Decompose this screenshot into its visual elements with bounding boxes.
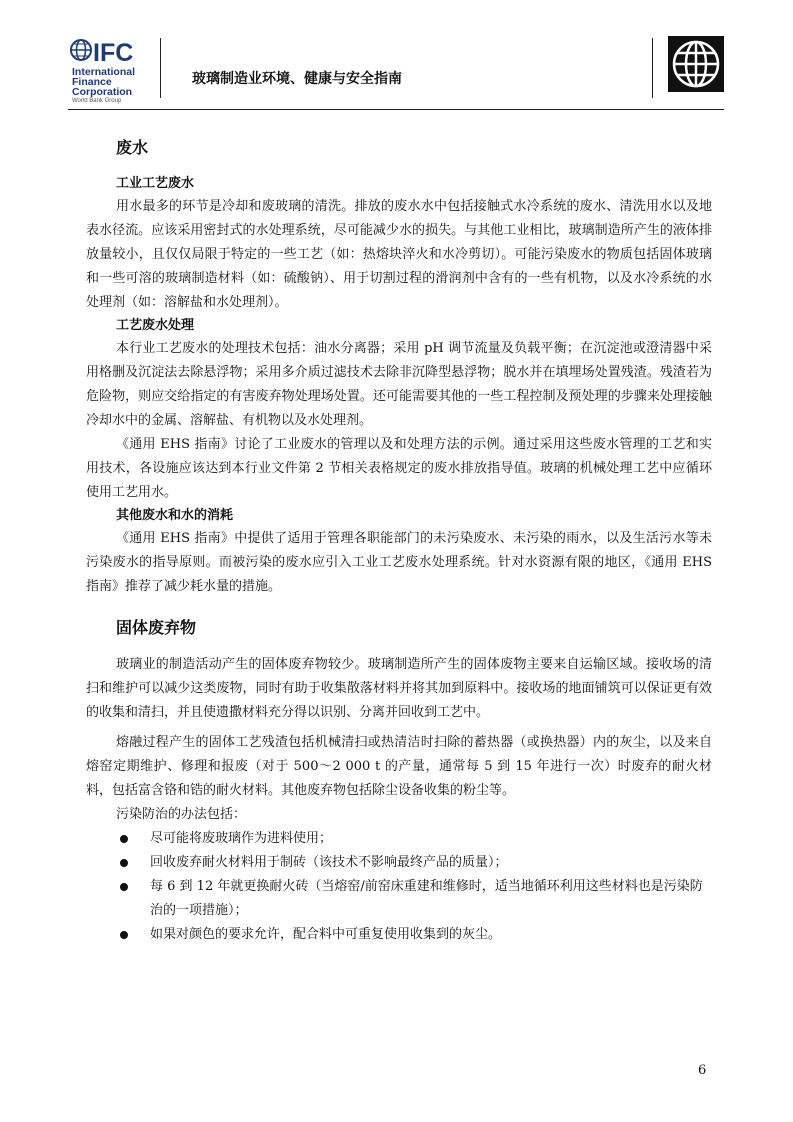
bullet-icon <box>120 835 128 843</box>
ifc-logo-mark-icon <box>70 36 150 66</box>
logo-subtitle: World Bank Group <box>72 98 122 104</box>
subheading-industrial-wastewater: 工业工艺废水 <box>116 176 195 191</box>
list-item: 尽可能将废玻璃作为进料使用； <box>116 827 712 851</box>
header-divider-left <box>160 38 161 98</box>
subheading-wastewater-treatment: 工艺废水处理 <box>116 318 195 333</box>
logo-line-1: International <box>72 66 136 78</box>
world-bank-globe-icon <box>668 36 724 92</box>
bullet-icon <box>120 931 128 939</box>
paragraph-prevention-intro: 污染防治的办法包括： <box>116 807 247 822</box>
prevention-list <box>116 827 712 947</box>
paragraph-industrial-wastewater: 用水最多的环节是冷却和废玻璃的清洗。排放的废水水中包括接触式水冷系统的废水、清洗用水以及地表水径流。应该采用密封式的水处理系统，尽可能减少水的损失。与其他工业相比，玻璃制造所产生的液体排放量较小，且仅仅局限于特定的一些工艺（如：热熔块淬火和水冷剪切）。可能污染废水的物质包括固体玻璃和一些可溶的玻璃制造材料（如：硫酸钠）、用于切割过程的滑润剂中含有的一些有机物，以及水冷系统的水处理剂（如：溶解盐和水处理剂）。 <box>86 199 712 310</box>
ifc-logo <box>70 36 150 106</box>
bullet-icon <box>120 859 128 867</box>
document-title: 玻璃制造业环境、健康与安全指南 <box>192 71 402 87</box>
paragraph-solid-waste-1: 玻璃业的制造活动产生的固体废弃物较少。玻璃制造所产生的固体废物主要来自运输区域。接收场的清扫和维护可以减少这类废物，同时有助于收集散落材料并将其加到原料中。接收场的地面铺筑可以保证更有效的收集和清扫，并且使遗撒材料充分得以识别、分离并回收到工艺中。 <box>86 657 712 720</box>
header-divider-right <box>652 38 653 98</box>
section-heading-solid-waste: 固体废弃物 <box>116 618 197 637</box>
paragraph-treatment-1: 本行业工艺废水的处理技术包括：油水分离器；采用 pH 调节流量及负载平衡；在沉淀池或澄清器中采用格删及沉淀法去除悬浮物；采用多介质过滤技术去除非沉降型悬浮物；脱水并在填埋场处置残渣。残渣若为危险物，则应交给指定的有害废弃物处理场处置。还可能需要其他的一些工程控制及预处理的步骤来处理接触冷却水中的金属、溶解盐、有机物以及水处理剂。 <box>86 341 712 428</box>
subheading-other-wastewater: 其他废水和水的消耗 <box>116 508 234 523</box>
list-item: 如果对颜色的要求允许，配合料中可重复使用收集到的灰尘。 <box>116 923 712 947</box>
logo-line-2: Finance <box>72 76 112 88</box>
section-heading-wastewater: 废水 <box>116 138 149 157</box>
paragraph-other-wastewater: 《通用 EHS 指南》中提供了适用于管理各职能部门的未污染废水、未污染的雨水，以及生活污水等未污染废水的指导原则。而被污染的废水应引入工业工艺废水处理系统。针对水资源有限的地区，《通用 EHS 指南》推荐了减少耗水量的措施。 <box>86 531 712 594</box>
list-item: 每 6 到 12 年就更换耐火砖（当熔窑/前窑床重建和维修时，适当地循环利用这些材料也是污染防治的一项措施）； <box>116 875 712 923</box>
header-rule <box>68 109 724 110</box>
page-number: 6 <box>698 1063 707 1078</box>
paragraph-solid-waste-2: 熔融过程产生的固体工艺残渣包括机械清扫或热清洁时扫除的蓄热器（或换热器）内的灰尘，以及来自熔窑定期维护、修理和报废（对于 500～2 000 t 的产量，通常每 5 到 15 年进行一次）时废弃的耐火材料，包括富含铬和锆的耐火材料。其他废弃物包括除尘设备收集的粉尘等。 <box>86 735 712 798</box>
paragraph-treatment-2: 《通用 EHS 指南》讨论了工业废水的管理以及和处理方法的示例。通过采用这些废水管理的工艺和实用技术，各设施应该达到本行业文件第 2 节相关表格规定的废水排放指导值。玻璃的机械处理工艺中应循环使用工艺用水。 <box>86 437 712 500</box>
logo-mark-text: IFC <box>93 39 134 66</box>
page-content <box>86 137 712 947</box>
page-header <box>0 0 793 112</box>
list-item: 回收废弃耐火材料用于制砖（该技术不影响最终产品的质量）； <box>116 851 712 875</box>
logo-line-3: Corporation <box>72 86 133 98</box>
bullet-icon <box>120 883 128 891</box>
